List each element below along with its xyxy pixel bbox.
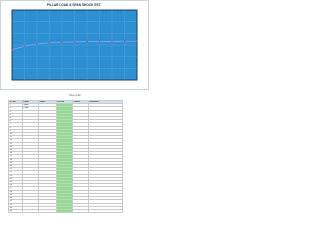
- table-cell[interactable]: 32: [9, 203, 23, 206]
- data-point: [136, 40, 138, 42]
- table-cell[interactable]: 7: [9, 123, 23, 126]
- table-cell[interactable]: 20: [9, 165, 23, 168]
- worksheet-page: [0, 0, 149, 212]
- table-cell[interactable]: 15: [9, 149, 23, 152]
- table-cell[interactable]: 14: [9, 145, 23, 148]
- data-point: [74, 41, 76, 43]
- table-cell[interactable]: 5: [9, 117, 23, 120]
- table-cell[interactable]: 17: [9, 155, 23, 158]
- table-cell[interactable]: 16: [9, 152, 23, 155]
- column-header[interactable]: Input: [23, 101, 39, 104]
- table-cell[interactable]: [57, 209, 73, 212]
- table-cell[interactable]: Span: [23, 104, 39, 107]
- data-point: [111, 41, 113, 43]
- table-cell[interactable]: 9: [9, 129, 23, 132]
- data-point: [36, 43, 38, 45]
- table-row: [9, 209, 123, 212]
- table-cell[interactable]: 24: [9, 177, 23, 180]
- table-cell[interactable]: 27: [9, 187, 23, 190]
- table-cell[interactable]: 28: [9, 190, 23, 193]
- table-cell[interactable]: 10: [9, 133, 23, 136]
- table-cell[interactable]: 31: [9, 200, 23, 203]
- table-cell[interactable]: [39, 209, 57, 212]
- table-cell[interactable]: 4: [9, 113, 23, 116]
- column-header[interactable]: Sl. No: [9, 101, 23, 104]
- data-point: [99, 41, 101, 43]
- data-point: [124, 40, 126, 42]
- table-cell[interactable]: 6: [9, 120, 23, 123]
- table-cell[interactable]: 25: [9, 181, 23, 184]
- table-cell[interactable]: 33: [9, 206, 23, 209]
- column-header[interactable]: Remarks: [89, 101, 123, 104]
- table-cell[interactable]: 23: [9, 174, 23, 177]
- table-cell[interactable]: 18: [9, 158, 23, 161]
- table-cell[interactable]: 8: [9, 126, 23, 129]
- spreadsheet-grid: [8, 100, 123, 213]
- line-chart: [0, 0, 149, 90]
- data-table: [8, 100, 123, 213]
- data-point: [49, 42, 51, 44]
- table-cell[interactable]: Load: [23, 107, 39, 110]
- column-header[interactable]: Result: [57, 101, 73, 104]
- data-point: [24, 45, 26, 47]
- table-cell[interactable]: 19: [9, 161, 23, 164]
- table-cell[interactable]: [73, 209, 89, 212]
- table-cell[interactable]: [23, 209, 39, 212]
- plot-layer: [11, 10, 138, 80]
- table-cell[interactable]: [89, 209, 123, 212]
- table-cell[interactable]: 1: [9, 104, 23, 107]
- table-cell[interactable]: 21: [9, 168, 23, 171]
- table-cell[interactable]: 12: [9, 139, 23, 142]
- data-point: [86, 41, 88, 43]
- sheet-label: Sheet Calc: [69, 94, 81, 97]
- column-header[interactable]: Value: [39, 101, 57, 104]
- table-cell[interactable]: 26: [9, 184, 23, 187]
- data-point: [61, 41, 63, 43]
- chart-area: [0, 0, 149, 90]
- table-cell[interactable]: 30: [9, 197, 23, 200]
- table-cell[interactable]: 2: [9, 107, 23, 110]
- table-cell[interactable]: 13: [9, 142, 23, 145]
- table-cell[interactable]: 34: [9, 209, 23, 212]
- table-cell[interactable]: 3: [9, 110, 23, 113]
- column-header[interactable]: Factor: [73, 101, 89, 104]
- table-cell[interactable]: 22: [9, 171, 23, 174]
- data-point: [11, 49, 13, 51]
- chart-title: PILLAR LOAD & SPAN SHOCK EST.: [46, 3, 102, 7]
- table-cell[interactable]: 29: [9, 193, 23, 196]
- table-cell[interactable]: 11: [9, 136, 23, 139]
